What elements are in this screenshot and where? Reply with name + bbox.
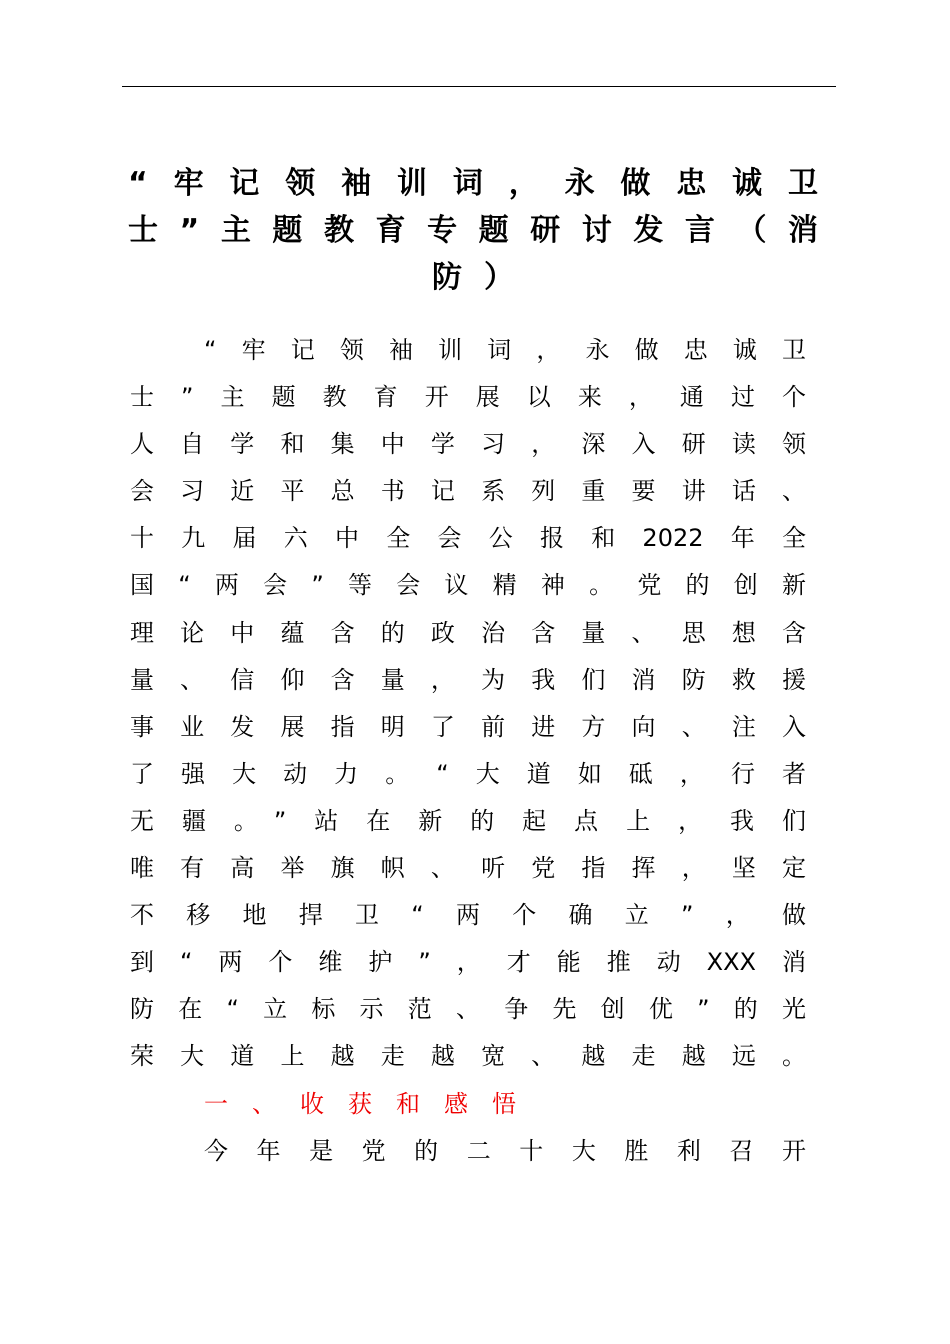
paragraph-line: 荣大道上越走越宽、越走越远。 [130, 1042, 806, 1071]
paragraph-2 [130, 1128, 806, 1175]
paragraph-line: 唯有高举旗帜、听党指挥，坚定 [130, 854, 806, 883]
paragraph-line: 理论中蕴含的政治含量、思想含 [130, 618, 806, 647]
paragraph-line: 事业发展指明了前进方向、注入 [130, 712, 806, 741]
paragraph-line: 会习近平总书记系列重要讲话、 [130, 477, 806, 506]
title-line-2: 士”主题教育专题研讨发言（消 [128, 213, 818, 248]
paragraph-1 [130, 327, 806, 1081]
paragraph-line: 了强大动力。“大道如砥，行者 [130, 759, 806, 788]
paragraph-line: 十九届六中全会公报和2022年全 [130, 524, 806, 553]
paragraph-line: 防在“立标示范、争先创优”的光 [130, 995, 806, 1024]
paragraph-line: 不移地捍卫“两个确立”，做 [130, 901, 806, 930]
document-title [128, 160, 818, 301]
paragraph-line: 无疆。”站在新的起点上，我们 [130, 806, 806, 835]
title-line-3: 防） [432, 260, 536, 295]
paragraph-line: 今年是党的二十大胜利召开 [204, 1136, 806, 1165]
paragraph-line: 量、信仰含量，为我们消防救援 [130, 665, 806, 694]
paragraph-line: 人自学和集中学习，深入研读领 [130, 430, 806, 459]
paragraph-line: 国“两会”等会议精神。党的创新 [130, 571, 806, 600]
section-heading: 一、收获和感悟 [204, 1089, 540, 1118]
paragraph-line: 到“两个维护”，才能推动XXX消 [130, 948, 806, 977]
title-line-1: “牢记领袖训词，永做忠诚卫 [128, 166, 818, 201]
paragraph-line: 士”主题教育开展以来，通过个 [130, 383, 806, 412]
paragraph-line: “牢记领袖训词，永做忠诚卫 [204, 336, 806, 364]
document-body [130, 327, 806, 1175]
header-rule [122, 86, 836, 87]
